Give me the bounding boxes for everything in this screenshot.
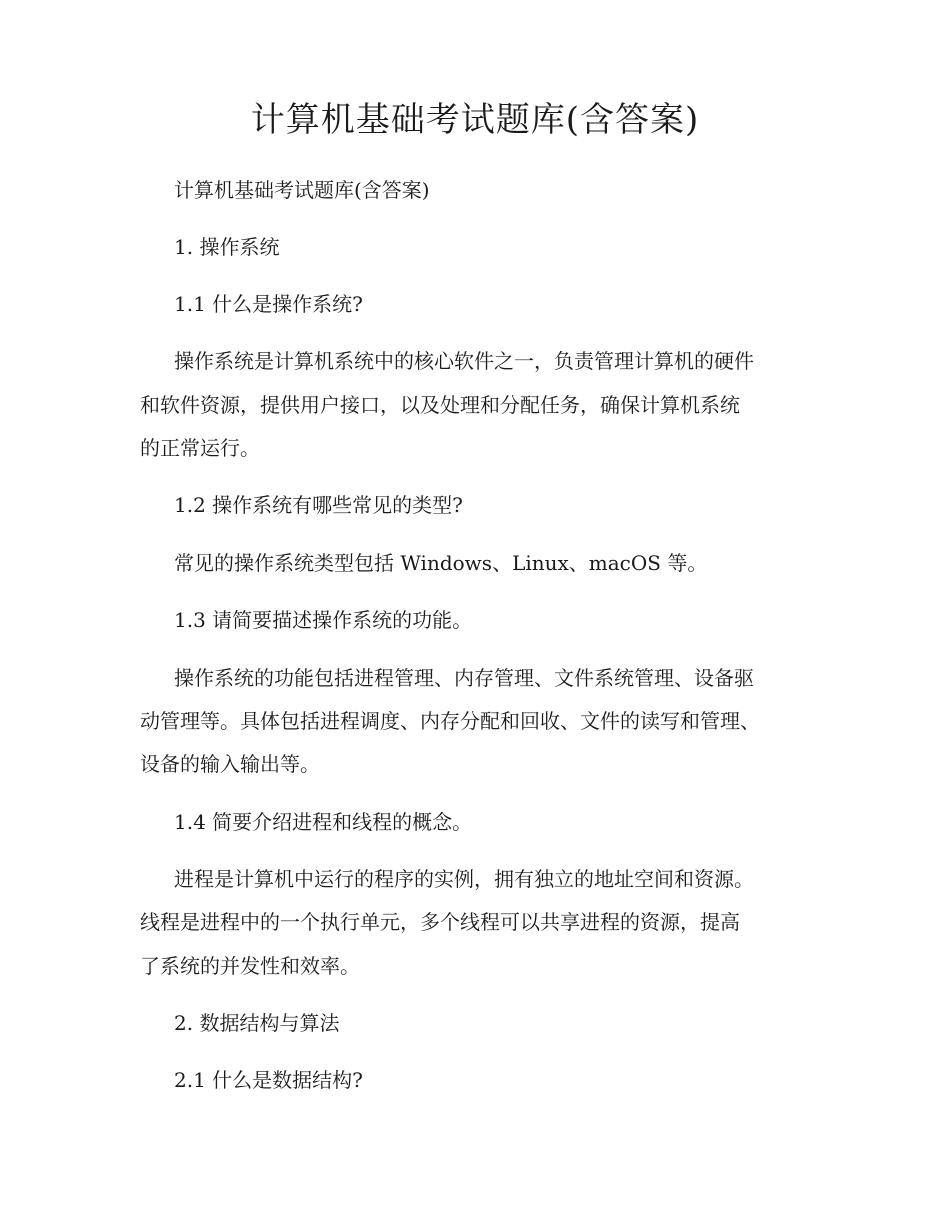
question-1-3: 1.3 请简要描述操作系统的功能。 <box>174 608 473 632</box>
question-1-4: 1.4 简要介绍进程和线程的概念。 <box>174 810 473 834</box>
answer-1-1-line-2: 和软件资源，提供用户接口，以及处理和分配任务，确保计算机系统 <box>140 393 740 417</box>
section-heading-1: 1. 操作系统 <box>174 235 280 259</box>
question-1-1: 1.1 什么是操作系统? <box>174 292 363 316</box>
subtitle-line: 计算机基础考试题库(含答案) <box>174 178 430 202</box>
question-2-1: 2.1 什么是数据结构? <box>174 1068 363 1092</box>
answer-1-4-line-3: 了系统的并发性和效率。 <box>140 954 360 978</box>
answer-1-1-line-3: 的正常运行。 <box>140 436 260 460</box>
section-heading-2: 2. 数据结构与算法 <box>174 1011 340 1035</box>
answer-1-3-line-1: 操作系统的功能包括进程管理、内存管理、文件系统管理、设备驱 <box>174 666 754 690</box>
answer-1-3-line-3: 设备的输入输出等。 <box>140 752 320 776</box>
document-title: 计算机基础考试题库(含答案) <box>250 100 700 140</box>
answer-1-2: 常见的操作系统类型包括 Windows、Linux、macOS 等。 <box>174 551 708 575</box>
answer-1-4-line-1: 进程是计算机中运行的程序的实例，拥有独立的地址空间和资源。 <box>174 867 754 891</box>
question-1-2: 1.2 操作系统有哪些常见的类型? <box>174 493 463 517</box>
answer-1-1-line-1: 操作系统是计算机系统中的核心软件之一，负责管理计算机的硬件 <box>174 349 754 373</box>
answer-1-3-line-2: 动管理等。具体包括进程调度、内存分配和回收、文件的读写和管理、 <box>140 709 760 733</box>
answer-1-4-line-2: 线程是进程中的一个执行单元，多个线程可以共享进程的资源，提高 <box>140 910 740 934</box>
